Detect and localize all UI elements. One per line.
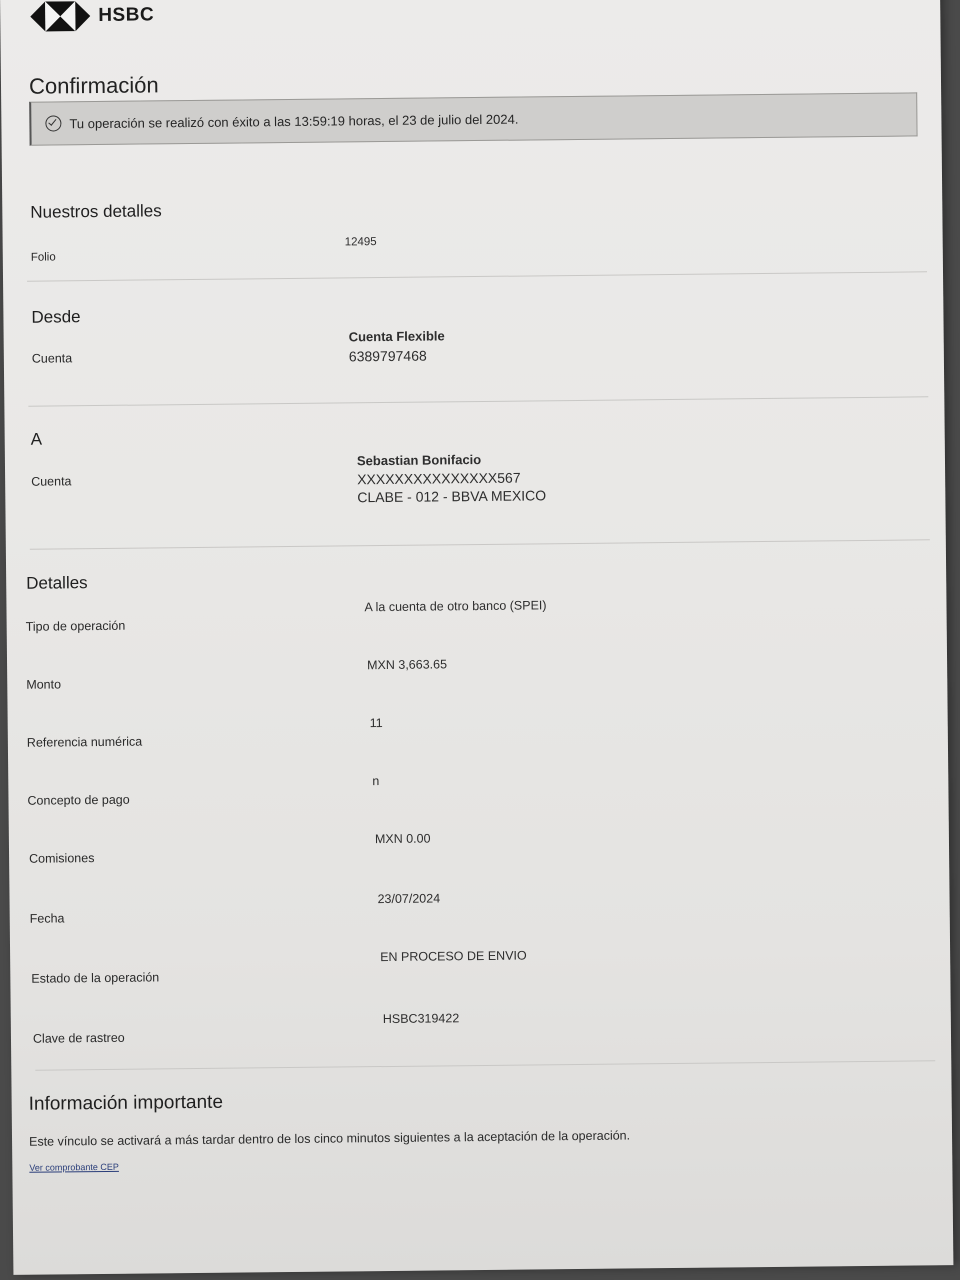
detail-label: Estado de la operación (31, 970, 160, 986)
beneficiary-account: XXXXXXXXXXXXXXX567 (357, 469, 521, 488)
detail-value: A la cuenta de otro banco (SPEI) (364, 598, 547, 615)
detail-value: n (372, 774, 380, 789)
destino-cuenta-label: Cuenta (31, 474, 72, 489)
detail-label: Monto (26, 677, 62, 692)
hsbc-hexagon-icon (30, 1, 90, 32)
page-title: Confirmación (28, 72, 159, 99)
desde-account-name: Cuenta Flexible (348, 328, 445, 345)
detail-label: Fecha (29, 911, 65, 926)
detail-value: 11 (369, 716, 383, 731)
divider (30, 539, 930, 549)
detail-value: 23/07/2024 (377, 891, 441, 907)
section-title-detalles: Detalles (26, 573, 88, 593)
detail-value: EN PROCESO DE ENVIO (380, 948, 527, 965)
detail-label: Tipo de operación (25, 618, 126, 634)
success-message: Tu operación se realizó con éxito a las 13:59:19 horas, el 23 de julio del 2024. (69, 111, 519, 131)
detail-label: Clave de rastreo (32, 1030, 125, 1046)
hsbc-logo (30, 0, 154, 31)
beneficiary-name: Sebastian Bonifacio (356, 451, 482, 469)
section-title-nuestros-detalles: Nuestros detalles (30, 201, 162, 222)
divider (27, 271, 927, 281)
section-title-destino: A (30, 429, 43, 449)
folio-value: 12495 (344, 236, 377, 249)
section-title-informacion: Información importante (28, 1091, 224, 1115)
brand-name: HSBC (98, 4, 155, 26)
section-title-desde: Desde (31, 307, 81, 327)
beneficiary-clabe: CLABE - 012 - BBVA MEXICO (357, 487, 547, 506)
folio-label: Folio (30, 251, 56, 264)
success-banner (29, 92, 917, 145)
detail-value: HSBC319422 (382, 1011, 460, 1027)
ver-comprobante-link[interactable]: Ver comprobante CEP (29, 1161, 119, 1173)
info-text: Este vínculo se activará a más tardar dentro de los cinco minutos siguientes a la aceptación de la operación. (28, 1128, 631, 1149)
check-circle-icon (45, 115, 61, 131)
divider (35, 1060, 935, 1070)
detail-value: MXN 0.00 (374, 831, 431, 847)
detail-label: Comisiones (29, 851, 95, 866)
detail-label: Concepto de pago (27, 792, 130, 808)
detail-label: Referencia numérica (26, 734, 143, 750)
desde-cuenta-label: Cuenta (31, 351, 73, 366)
detail-value: MXN 3,663.65 (367, 657, 448, 673)
divider (28, 396, 928, 406)
desde-account-number: 6389797468 (348, 347, 427, 365)
